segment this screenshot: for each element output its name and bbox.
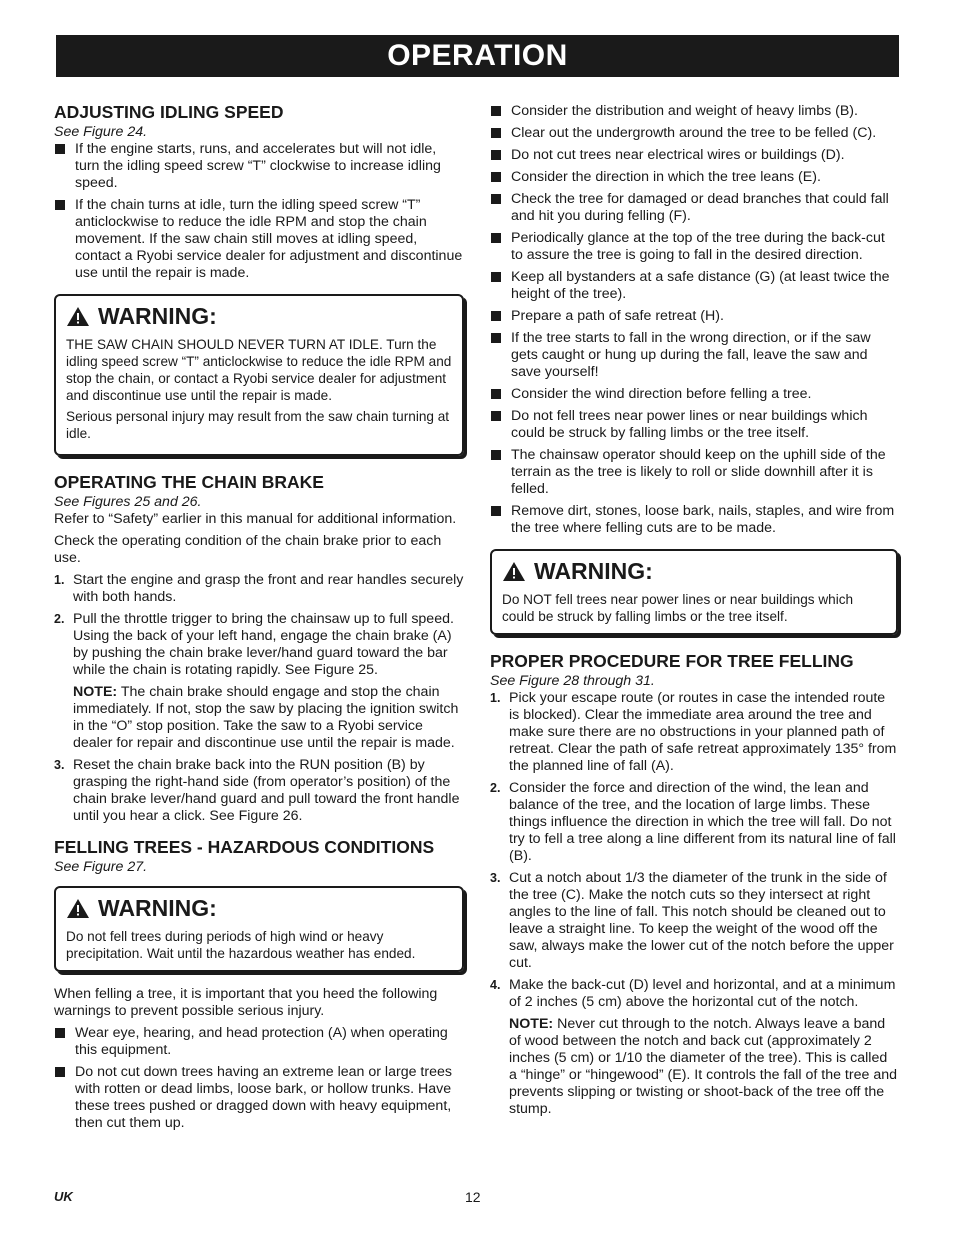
brake-note: NOTE: The chain brake should engage and stop the chain immediately. If not, stop the saw by placing the ignition switch in the “O” stop position. Take the saw to a Ryobi service dealer for repair and discontinue use until the repair is made. (73, 684, 459, 751)
warning-triangle-icon (66, 898, 90, 919)
list-item: Clear out the undergrowth around the tree to be felled (C). (490, 125, 898, 142)
paragraph: Check the operating condition of the chain brake prior to each use. (54, 533, 442, 566)
idling-bullets (54, 141, 464, 282)
page-title: OPERATION (56, 35, 899, 77)
square-bullet-icon (491, 106, 501, 116)
list-item: 3. Reset the chain brake back into the RUN position (B) by grasping the right-hand side (from operator’s position) of the chain brake lever/hand guard and pull toward the front handle until you hear a click. See Figure 26. (54, 757, 460, 824)
list-item: Do not cut down trees having an extreme lean or large trees with rotten or dead limbs, loose bark, or hollow trunks. Have these trees pushed or dragged down with heavy equipment, then cut them up. (54, 1064, 464, 1132)
warning-box-weather (54, 886, 464, 972)
square-bullet-icon (491, 150, 501, 160)
square-bullet-icon (491, 411, 501, 421)
square-bullet-icon (55, 1067, 65, 1077)
warning-label: WARNING: (98, 303, 217, 329)
region-code: UK (54, 1189, 73, 1204)
list-item: 1. Start the engine and grasp the front and rear handles securely with both hands. (54, 572, 464, 605)
brake-steps (54, 572, 464, 679)
square-bullet-icon (491, 450, 501, 460)
paragraph: When felling a tree, it is important that you heed the following warnings to prevent possible serious injury. (54, 986, 438, 1019)
square-bullet-icon (491, 389, 501, 399)
warning-text: Do NOT fell trees near power lines or near buildings which could be struck by falling limbs or the tree itself. (502, 592, 854, 624)
brake-steps-cont (54, 757, 464, 825)
left-column (54, 102, 464, 1137)
square-bullet-icon (55, 144, 65, 154)
list-item: Consider the distribution and weight of heavy limbs (B). (490, 103, 898, 120)
figure-reference: See Figures 25 and 26. (54, 494, 202, 510)
list-item: Wear eye, hearing, and head protection (A) when operating this equipment. (54, 1025, 464, 1059)
list-item: 3. Cut a notch about 1/3 the diameter of the trunk in the side of the tree (C). Make the notch cuts so they intersect at right angles to the line of fall. This notch should be cleaned out to leave a straight line. To keep the weight of the wood off the saw, always make the lower cut of the notch before the upper cut. (490, 870, 894, 971)
felling-bullets (54, 1025, 464, 1132)
heading-adjusting-idling-speed: ADJUSTING IDLING SPEED (54, 102, 284, 122)
list-item: Check the tree for damaged or dead branches that could fall and hit you during felling (F). (490, 191, 898, 225)
warning-triangle-icon (66, 306, 90, 327)
list-item: The chainsaw operator should keep on the uphill side of the terrain as the tree is likely to roll or slide downhill after it is felled. (490, 447, 898, 498)
heading-operating-chain-brake: OPERATING THE CHAIN BRAKE (54, 472, 324, 492)
warning-box-power-lines (490, 549, 898, 635)
square-bullet-icon (55, 1028, 65, 1038)
page-number: 12 (465, 1189, 481, 1205)
square-bullet-icon (491, 128, 501, 138)
warning-header (502, 557, 886, 585)
list-item: Do not fell trees near power lines or near buildings which could be struck by falling limbs or the tree itself. (490, 408, 898, 442)
heading-felling-hazardous: FELLING TREES - HAZARDOUS CONDITIONS (54, 837, 435, 857)
warning-label: WARNING: (98, 895, 217, 921)
square-bullet-icon (491, 194, 501, 204)
warning-label: WARNING: (534, 558, 653, 584)
square-bullet-icon (491, 311, 501, 321)
figure-reference: See Figure 28 through 31. (490, 673, 655, 689)
square-bullet-icon (55, 200, 65, 210)
right-column (490, 103, 898, 1123)
warning-text: Do not fell trees during periods of high wind or heavy precipitation. Wait until the hazardous weather has ended. (66, 929, 416, 961)
warning-header (66, 894, 452, 922)
warning-header (66, 302, 452, 330)
list-item: Consider the direction in which the tree leans (E). (490, 169, 898, 186)
list-item: If the chain turns at idle, turn the idling speed screw “T” anticlockwise to reduce the idle RPM and stop the chain movement. If the saw chain still moves at idling speed, contact a Ryobi service dealer for adjustment and discontinue use until the repair is made. (54, 197, 464, 282)
list-item: Consider the wind direction before felling a tree. (490, 386, 898, 403)
square-bullet-icon (491, 172, 501, 182)
list-item: Do not cut trees near electrical wires or buildings (D). (490, 147, 898, 164)
paragraph: Refer to “Safety” earlier in this manual for additional information. (54, 511, 457, 527)
procedure-note: NOTE: Never cut through to the notch. Always leave a band of wood between the notch and back cut (approximately 2 inches (5 cm) or 1/10 the diameter of the tree). This is called a “hinge” or “hingewood” (E). It controls the fall of the tree and prevents slipping or twisting or shoot-back of the tree off the stump. (509, 1016, 897, 1117)
list-item: 4. Make the back-cut (D) level and horizontal, and at a minimum of 2 inches (5 cm) above the horizontal cut of the notch. (490, 977, 896, 1010)
heading-proper-procedure: PROPER PROCEDURE FOR TREE FELLING (490, 651, 854, 671)
list-item: If the tree starts to fall in the wrong direction, or if the saw gets caught or hung up during the fall, leave the saw and save yourself! (490, 330, 898, 381)
list-item: Remove dirt, stones, loose bark, nails, staples, and wire from the tree where felling cuts are to be made. (490, 503, 898, 537)
warning-text: THE SAW CHAIN SHOULD NEVER TURN AT IDLE. Turn the idling speed screw “T” anticlockwise to reduce the idle RPM and stop the chain, or contact a Ryobi service dealer for adjustment and discontinue use until the repair is made. Serious personal injury may result from the saw chain turning at idle. (66, 337, 452, 441)
figure-reference: See Figure 24. (54, 124, 148, 140)
figure-reference: See Figure 27. (54, 859, 148, 875)
square-bullet-icon (491, 233, 501, 243)
square-bullet-icon (491, 272, 501, 282)
list-item: Keep all bystanders at a safe distance (G) (at least twice the height of the tree). (490, 269, 898, 303)
list-item: Periodically glance at the top of the tree during the back-cut to assure the tree is going to fall in the desired direction. (490, 230, 898, 264)
list-item: Prepare a path of safe retreat (H). (490, 308, 898, 325)
warning-triangle-icon (502, 561, 526, 582)
list-item: 2. Consider the force and direction of the wind, the lean and balance of the tree, and the location of large limbs. These things influence the direction in which the tree will fall. Do not try to fell a tree along a line different from its natural line of fall (B). (490, 780, 896, 864)
procedure-steps (490, 690, 898, 1011)
list-item: If the engine starts, runs, and accelerates but will not idle, turn the idling speed screw “T” clockwise to increase idling speed. (54, 141, 464, 192)
felling-bullets-cont (490, 103, 898, 537)
list-item: 1. Pick your escape route (or routes in case the intended route is blocked). Clear the immediate area around the tree and make sure there are no obstructions in your planned path of retreat. Clear the path of safe retreat approximately 135° from the planned line of fall (A). (490, 690, 897, 774)
square-bullet-icon (491, 506, 501, 516)
warning-box-idle (54, 294, 464, 456)
list-item: 2. Pull the throttle trigger to bring the chainsaw up to full speed. Using the back of your left hand, engage the chain brake (A) by pushing the chain brake lever/hand guard toward the bar while the chain is rotating rapidly. See Figure 25. (54, 611, 454, 678)
square-bullet-icon (491, 333, 501, 343)
